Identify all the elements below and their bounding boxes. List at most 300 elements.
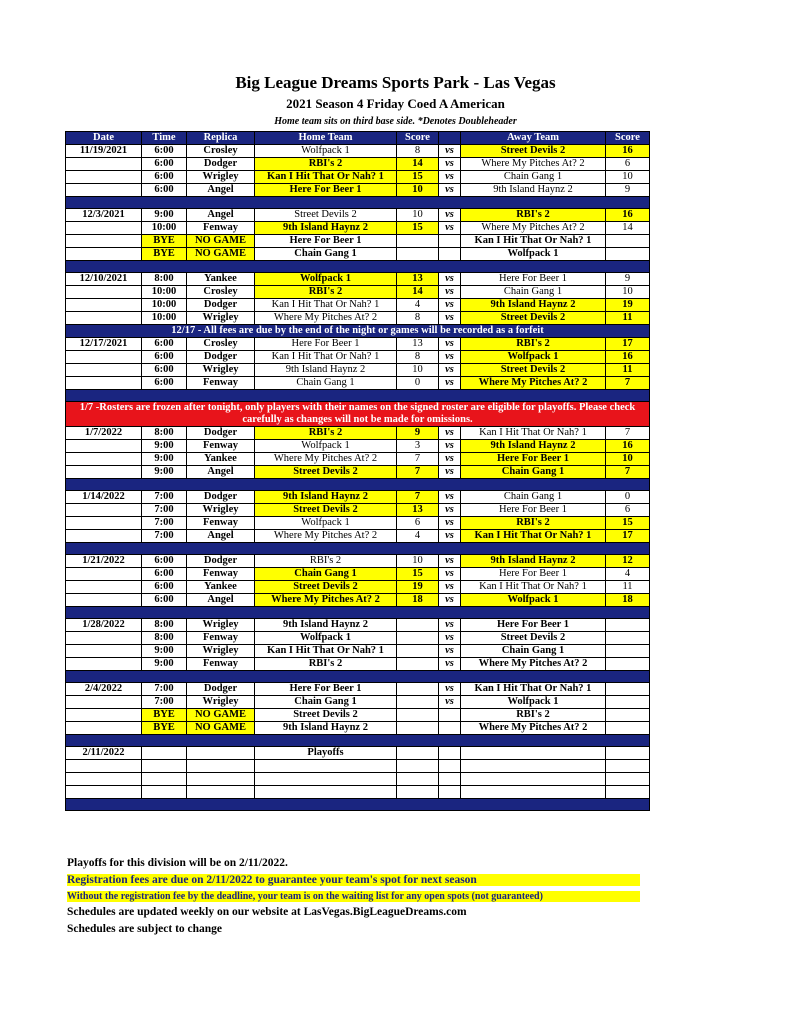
home-team: Playoffs (255, 747, 397, 760)
away-team: RBI's 2 (461, 517, 606, 530)
game-date (66, 299, 142, 312)
home-team: RBI's 2 (255, 158, 397, 171)
game-replica: Fenway (187, 440, 255, 453)
footer-playoffs: Playoffs for this division will be on 2/11/2022. (67, 857, 288, 869)
away-score: 10 (606, 171, 650, 184)
away-score (606, 786, 650, 799)
col-vs (439, 132, 461, 145)
game-replica: Crosley (187, 286, 255, 299)
away-team: Kan I Hit That Or Nah? 1 (461, 530, 606, 543)
away-team: Wolfpack 1 (461, 594, 606, 607)
away-score (606, 619, 650, 632)
game-replica: Fenway (187, 568, 255, 581)
game-date (66, 351, 142, 364)
game-date (66, 530, 142, 543)
vs-label: vs (439, 273, 461, 286)
game-replica: Wrigley (187, 504, 255, 517)
table-row (66, 286, 650, 299)
game-replica: Yankee (187, 453, 255, 466)
fee-notice: 12/17 - All fees are due by the end of the night or games will be recorded as a forfeit (66, 325, 650, 338)
away-score (606, 658, 650, 671)
game-date: 2/4/2022 (66, 683, 142, 696)
game-date: 1/7/2022 (66, 427, 142, 440)
away-team: 9th Island Haynz 2 (461, 555, 606, 568)
home-team: Here For Beer 1 (255, 184, 397, 197)
game-replica: Angel (187, 184, 255, 197)
table-row (66, 364, 650, 377)
away-score: 9 (606, 184, 650, 197)
home-team (255, 760, 397, 773)
game-date (66, 581, 142, 594)
home-team: RBI's 2 (255, 555, 397, 568)
schedule-table (65, 131, 650, 811)
vs-label: vs (439, 517, 461, 530)
table-row (66, 440, 650, 453)
table-row (66, 517, 650, 530)
game-time: 10:00 (142, 222, 187, 235)
week-separator (66, 799, 650, 811)
game-date (66, 658, 142, 671)
table-row (66, 351, 650, 364)
home-score (397, 696, 439, 709)
game-replica: Dodger (187, 683, 255, 696)
table-row (66, 773, 650, 786)
home-score: 13 (397, 504, 439, 517)
game-time: BYE (142, 722, 187, 735)
game-date: 11/19/2021 (66, 145, 142, 158)
home-score: 13 (397, 273, 439, 286)
home-score: 8 (397, 351, 439, 364)
separator-cell (66, 197, 650, 209)
table-row (66, 158, 650, 171)
game-replica (187, 760, 255, 773)
away-team: Here For Beer 1 (461, 273, 606, 286)
away-score: 17 (606, 338, 650, 351)
game-replica: Fenway (187, 222, 255, 235)
game-date (66, 286, 142, 299)
away-team: Kan I Hit That Or Nah? 1 (461, 683, 606, 696)
header-row (66, 132, 650, 145)
home-score: 10 (397, 364, 439, 377)
table-row (66, 722, 650, 735)
home-team: Wolfpack 1 (255, 440, 397, 453)
away-team: Where My Pitches At? 2 (461, 158, 606, 171)
vs-label: vs (439, 453, 461, 466)
game-time: BYE (142, 235, 187, 248)
game-date (66, 773, 142, 786)
vs-label: vs (439, 145, 461, 158)
away-score (606, 722, 650, 735)
vs-label: vs (439, 184, 461, 197)
home-score: 19 (397, 581, 439, 594)
table-row (66, 594, 650, 607)
game-time: 9:00 (142, 453, 187, 466)
away-score (606, 235, 650, 248)
game-time: 6:00 (142, 145, 187, 158)
separator-cell (66, 799, 650, 811)
away-team: 9th Island Haynz 2 (461, 299, 606, 312)
game-replica: Dodger (187, 351, 255, 364)
game-time: 8:00 (142, 427, 187, 440)
away-score: 16 (606, 145, 650, 158)
away-score (606, 760, 650, 773)
page-subtitle: 2021 Season 4 Friday Coed A American (286, 96, 505, 111)
vs-label: vs (439, 530, 461, 543)
game-time: 8:00 (142, 632, 187, 645)
vs-label: vs (439, 619, 461, 632)
game-replica: Crosley (187, 338, 255, 351)
home-score (397, 645, 439, 658)
col-away-score: Score (606, 132, 650, 145)
home-score: 10 (397, 209, 439, 222)
separator-cell (66, 390, 650, 402)
separator-cell (66, 479, 650, 491)
vs-label (439, 747, 461, 760)
game-replica: Wrigley (187, 312, 255, 325)
table-row (66, 530, 650, 543)
away-score: 6 (606, 504, 650, 517)
home-team: Chain Gang 1 (255, 248, 397, 261)
game-date (66, 440, 142, 453)
footer-waiting-list: Without the registration fee by the deadline, your team is on the waiting list for any open spots (not guaranteed) (67, 891, 640, 902)
game-date (66, 722, 142, 735)
away-team: Kan I Hit That Or Nah? 1 (461, 235, 606, 248)
vs-label: vs (439, 158, 461, 171)
game-replica: Wrigley (187, 364, 255, 377)
away-team: Where My Pitches At? 2 (461, 722, 606, 735)
game-replica: NO GAME (187, 235, 255, 248)
away-team: 9th Island Haynz 2 (461, 440, 606, 453)
away-score (606, 683, 650, 696)
game-time: 9:00 (142, 209, 187, 222)
game-replica: Angel (187, 530, 255, 543)
away-score (606, 696, 650, 709)
vs-label: vs (439, 427, 461, 440)
away-team: Chain Gang 1 (461, 171, 606, 184)
away-team (461, 760, 606, 773)
away-score: 7 (606, 377, 650, 390)
away-team: 9th Island Haynz 2 (461, 184, 606, 197)
home-team: 9th Island Haynz 2 (255, 722, 397, 735)
home-score: 3 (397, 440, 439, 453)
table-row (66, 747, 650, 760)
game-date: 1/14/2022 (66, 491, 142, 504)
game-date (66, 235, 142, 248)
home-team: Here For Beer 1 (255, 235, 397, 248)
footer-website: Schedules are updated weekly on our website at LasVegas.BigLeagueDreams.com (67, 906, 467, 918)
fee-notice-row (66, 325, 650, 338)
game-date (66, 222, 142, 235)
home-score (397, 709, 439, 722)
game-replica: Wrigley (187, 619, 255, 632)
game-replica: Dodger (187, 555, 255, 568)
game-time: 8:00 (142, 273, 187, 286)
table-row (66, 427, 650, 440)
away-team: Street Devils 2 (461, 145, 606, 158)
schedule-note: Home team sits on third base side. *Denotes Doubleheader (274, 116, 517, 127)
away-score: 9 (606, 273, 650, 286)
home-team: Kan I Hit That Or Nah? 1 (255, 171, 397, 184)
game-date (66, 364, 142, 377)
page-title: Big League Dreams Sports Park - Las Vegas (235, 73, 556, 92)
away-score: 14 (606, 222, 650, 235)
home-score (397, 619, 439, 632)
away-team: Street Devils 2 (461, 312, 606, 325)
game-time (142, 747, 187, 760)
vs-label (439, 248, 461, 261)
game-date (66, 377, 142, 390)
game-replica: Dodger (187, 427, 255, 440)
vs-label: vs (439, 581, 461, 594)
game-time: 10:00 (142, 286, 187, 299)
game-time: 6:00 (142, 184, 187, 197)
away-score (606, 773, 650, 786)
home-team: RBI's 2 (255, 658, 397, 671)
game-date (66, 312, 142, 325)
home-score: 14 (397, 158, 439, 171)
game-time: 9:00 (142, 645, 187, 658)
table-row (66, 658, 650, 671)
home-score (397, 747, 439, 760)
table-row (66, 696, 650, 709)
home-team: Street Devils 2 (255, 466, 397, 479)
game-time: 6:00 (142, 364, 187, 377)
game-date (66, 594, 142, 607)
game-replica: Fenway (187, 377, 255, 390)
game-date: 2/11/2022 (66, 747, 142, 760)
away-score (606, 645, 650, 658)
game-replica: Angel (187, 209, 255, 222)
home-score (397, 632, 439, 645)
away-score (606, 248, 650, 261)
home-team: Here For Beer 1 (255, 338, 397, 351)
table-row (66, 709, 650, 722)
away-team: Chain Gang 1 (461, 286, 606, 299)
separator-cell (66, 543, 650, 555)
home-team: RBI's 2 (255, 286, 397, 299)
col-replica: Replica (187, 132, 255, 145)
vs-label: vs (439, 466, 461, 479)
game-time: 6:00 (142, 338, 187, 351)
footer-registration: Registration fees are due on 2/11/2022 to guarantee your team's spot for next season (67, 874, 640, 886)
schedule-body (66, 145, 650, 811)
home-score: 7 (397, 491, 439, 504)
away-score: 10 (606, 453, 650, 466)
table-row (66, 377, 650, 390)
away-team: Where My Pitches At? 2 (461, 377, 606, 390)
game-replica (187, 773, 255, 786)
away-score: 10 (606, 286, 650, 299)
table-row (66, 273, 650, 286)
game-date (66, 158, 142, 171)
separator-cell (66, 607, 650, 619)
home-team: RBI's 2 (255, 427, 397, 440)
game-date: 1/21/2022 (66, 555, 142, 568)
vs-label (439, 760, 461, 773)
game-time (142, 773, 187, 786)
vs-label: vs (439, 632, 461, 645)
game-date (66, 171, 142, 184)
game-time: 9:00 (142, 440, 187, 453)
away-team: Where My Pitches At? 2 (461, 222, 606, 235)
game-replica: Crosley (187, 145, 255, 158)
home-score (397, 786, 439, 799)
separator-cell (66, 671, 650, 683)
col-home-score: Score (397, 132, 439, 145)
away-team: Where My Pitches At? 2 (461, 658, 606, 671)
game-time: BYE (142, 709, 187, 722)
home-team: 9th Island Haynz 2 (255, 619, 397, 632)
week-separator (66, 735, 650, 747)
home-team: 9th Island Haynz 2 (255, 364, 397, 377)
away-score: 16 (606, 440, 650, 453)
home-team: Where My Pitches At? 2 (255, 453, 397, 466)
vs-label: vs (439, 683, 461, 696)
away-team: Kan I Hit That Or Nah? 1 (461, 427, 606, 440)
game-date (66, 760, 142, 773)
table-row (66, 184, 650, 197)
game-replica: Dodger (187, 299, 255, 312)
game-time: 7:00 (142, 683, 187, 696)
roster-notice: 1/7 -Rosters are frozen after tonight, only players with their names on the signed roster are eligible for playoffs. Please check carefully as changes will not be made for omissions. (66, 402, 650, 427)
vs-label: vs (439, 555, 461, 568)
table-row (66, 171, 650, 184)
home-team: Kan I Hit That Or Nah? 1 (255, 299, 397, 312)
table-row (66, 619, 650, 632)
game-replica (187, 747, 255, 760)
vs-label: vs (439, 222, 461, 235)
game-replica: Fenway (187, 632, 255, 645)
week-separator (66, 671, 650, 683)
home-team: Chain Gang 1 (255, 696, 397, 709)
game-time: 7:00 (142, 491, 187, 504)
vs-label: vs (439, 594, 461, 607)
home-score: 14 (397, 286, 439, 299)
game-date (66, 466, 142, 479)
home-team (255, 786, 397, 799)
game-replica: NO GAME (187, 722, 255, 735)
game-time: 10:00 (142, 312, 187, 325)
away-score (606, 709, 650, 722)
home-team: Wolfpack 1 (255, 145, 397, 158)
away-team (461, 786, 606, 799)
table-row (66, 632, 650, 645)
away-team: Wolfpack 1 (461, 696, 606, 709)
away-team: Street Devils 2 (461, 364, 606, 377)
home-score: 18 (397, 594, 439, 607)
game-replica: Wrigley (187, 696, 255, 709)
home-score (397, 248, 439, 261)
home-score: 7 (397, 453, 439, 466)
game-date (66, 248, 142, 261)
game-date (66, 184, 142, 197)
home-team: 9th Island Haynz 2 (255, 491, 397, 504)
game-date (66, 504, 142, 517)
away-team: Chain Gang 1 (461, 466, 606, 479)
table-row (66, 581, 650, 594)
home-score: 15 (397, 222, 439, 235)
week-separator (66, 197, 650, 209)
table-row (66, 466, 650, 479)
vs-label (439, 709, 461, 722)
away-score: 16 (606, 209, 650, 222)
game-date: 12/3/2021 (66, 209, 142, 222)
game-time (142, 760, 187, 773)
home-team: Where My Pitches At? 2 (255, 530, 397, 543)
game-date (66, 632, 142, 645)
game-time: 6:00 (142, 594, 187, 607)
table-row (66, 760, 650, 773)
away-score (606, 632, 650, 645)
away-score: 11 (606, 312, 650, 325)
vs-label: vs (439, 286, 461, 299)
away-team (461, 773, 606, 786)
away-team: Here For Beer 1 (461, 453, 606, 466)
home-score (397, 722, 439, 735)
table-row (66, 222, 650, 235)
away-score: 7 (606, 466, 650, 479)
away-team: Wolfpack 1 (461, 351, 606, 364)
table-row (66, 491, 650, 504)
vs-label (439, 235, 461, 248)
home-team: Street Devils 2 (255, 581, 397, 594)
away-score: 4 (606, 568, 650, 581)
home-score: 8 (397, 312, 439, 325)
game-date (66, 645, 142, 658)
game-time: 10:00 (142, 299, 187, 312)
home-score: 9 (397, 427, 439, 440)
vs-label: vs (439, 645, 461, 658)
game-date (66, 517, 142, 530)
away-team (461, 747, 606, 760)
game-time (142, 786, 187, 799)
home-score: 0 (397, 377, 439, 390)
game-time: 9:00 (142, 658, 187, 671)
game-replica: Yankee (187, 273, 255, 286)
home-team: Chain Gang 1 (255, 377, 397, 390)
away-score: 6 (606, 158, 650, 171)
table-row (66, 645, 650, 658)
home-score (397, 235, 439, 248)
footer-subject-to-change: Schedules are subject to change (67, 923, 223, 935)
table-row (66, 555, 650, 568)
home-team: Chain Gang 1 (255, 568, 397, 581)
away-team: Here For Beer 1 (461, 504, 606, 517)
table-row (66, 786, 650, 799)
home-score: 15 (397, 568, 439, 581)
game-date: 12/17/2021 (66, 338, 142, 351)
away-score: 18 (606, 594, 650, 607)
home-score (397, 773, 439, 786)
home-team: Kan I Hit That Or Nah? 1 (255, 351, 397, 364)
vs-label: vs (439, 171, 461, 184)
away-team: Kan I Hit That Or Nah? 1 (461, 581, 606, 594)
home-score (397, 760, 439, 773)
game-time: 8:00 (142, 619, 187, 632)
home-team: Where My Pitches At? 2 (255, 312, 397, 325)
game-replica: NO GAME (187, 709, 255, 722)
away-team: RBI's 2 (461, 209, 606, 222)
game-replica (187, 786, 255, 799)
table-row (66, 299, 650, 312)
vs-label: vs (439, 658, 461, 671)
table-row (66, 683, 650, 696)
table-row (66, 312, 650, 325)
col-away-team: Away Team (461, 132, 606, 145)
home-team: Street Devils 2 (255, 709, 397, 722)
vs-label: vs (439, 568, 461, 581)
separator-cell (66, 261, 650, 273)
